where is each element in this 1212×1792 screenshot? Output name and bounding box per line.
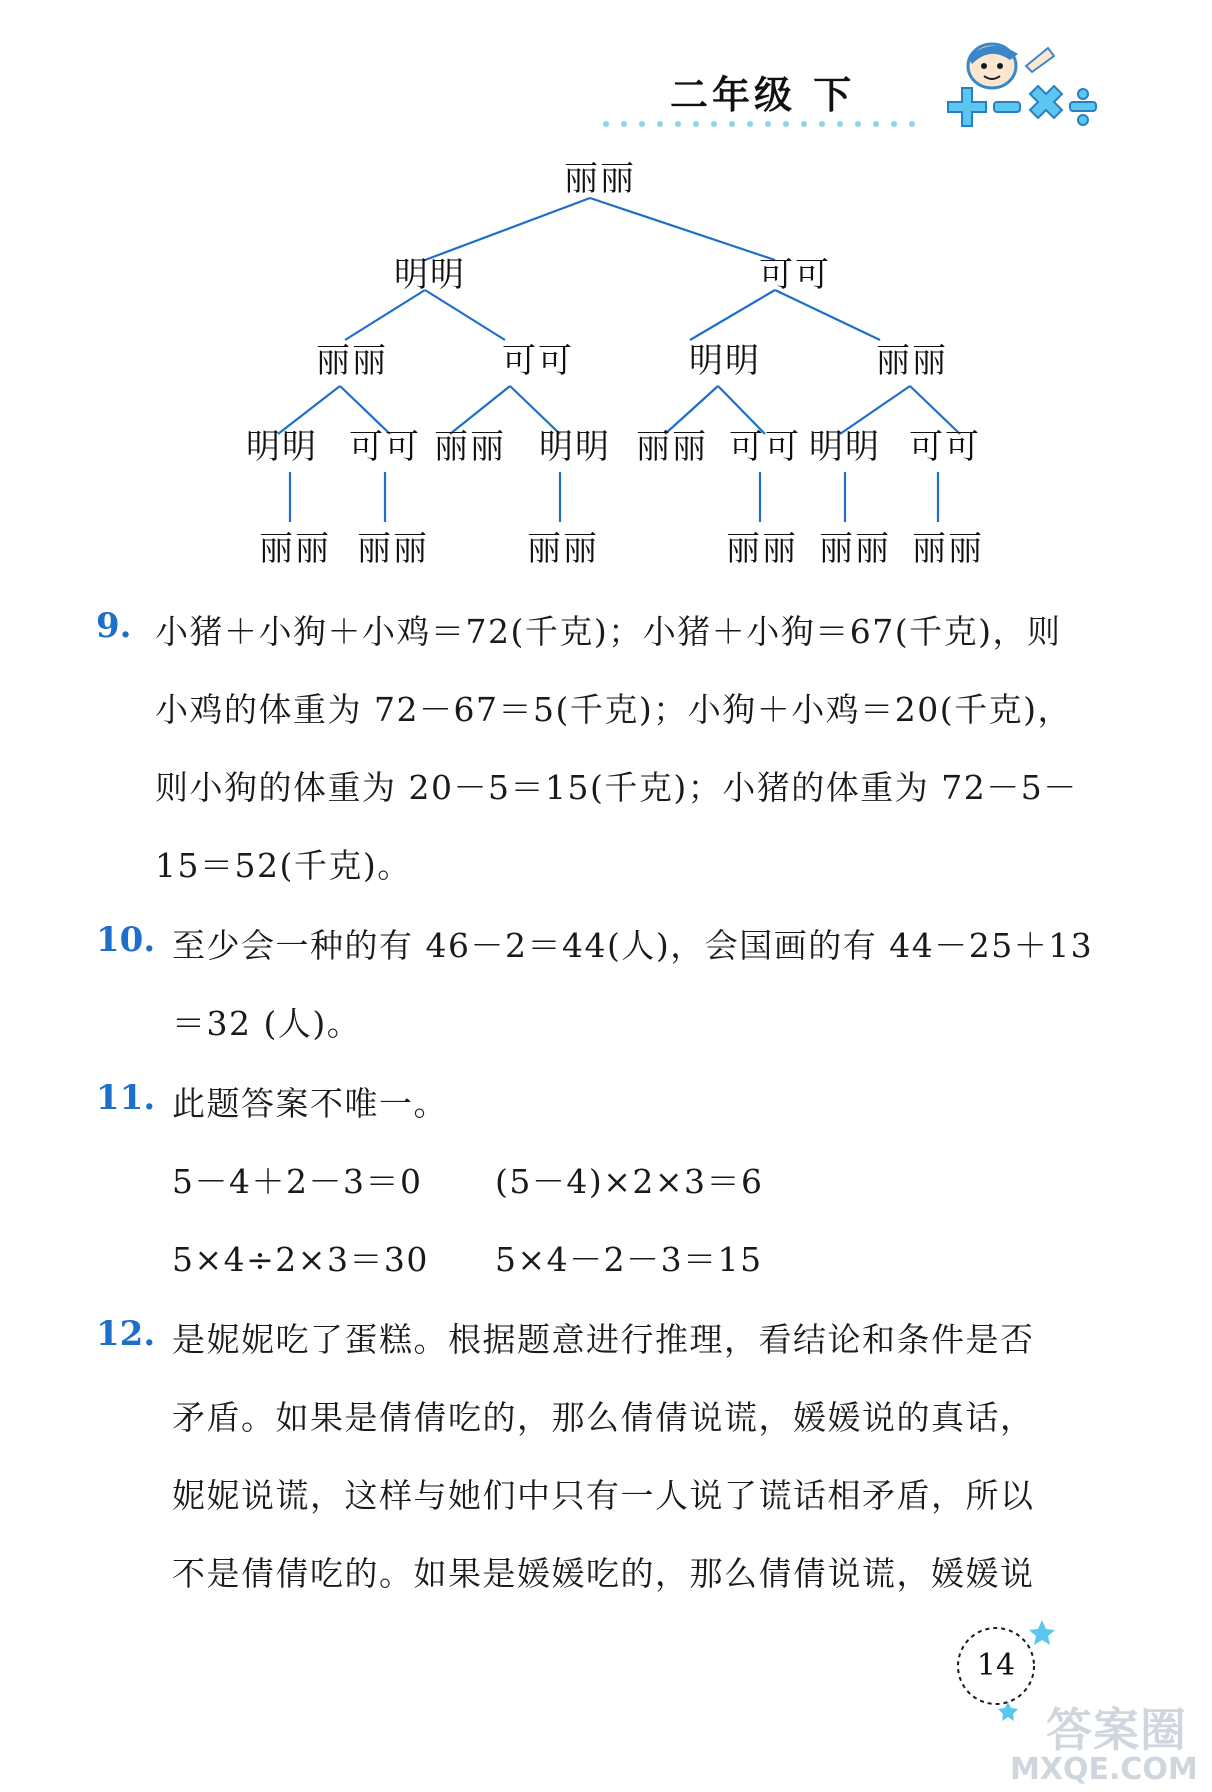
logic-tree-diagram bbox=[0, 150, 1212, 580]
answer-number: 12. bbox=[96, 1314, 156, 1354]
tree-node: 可可 bbox=[729, 427, 801, 467]
tree-node: 丽丽 bbox=[316, 341, 388, 381]
watermark-logo: 答案圈 bbox=[1046, 1703, 1187, 1757]
answer-text-line: 妮妮说谎，这样与她们中只有一人说了谎话相矛盾，所以 bbox=[172, 1476, 1035, 1515]
equation: 5－4＋2－3＝0 bbox=[172, 1162, 423, 1201]
answer-text-line: 小鸡的体重为 72－67＝5(千克)；小狗＋小鸡＝20(千克)， bbox=[155, 690, 1072, 729]
tree-leaf-node: 丽丽 bbox=[726, 529, 798, 569]
answer-text-line: 小猪＋小狗＋小鸡＝72(千克)；小猪＋小狗＝67(千克)，则 bbox=[155, 612, 1062, 651]
tree-leaf-node: 丽丽 bbox=[357, 529, 429, 569]
tree-node: 明明 bbox=[246, 427, 318, 467]
tree-edge bbox=[425, 198, 590, 260]
tree-edge bbox=[590, 198, 775, 260]
tree-edge bbox=[690, 290, 775, 340]
tree-node: 明明 bbox=[689, 341, 761, 381]
answer-text-line: 不是倩倩吃的。如果是媛媛吃的，那么倩倩说谎，媛媛说 bbox=[172, 1554, 1035, 1593]
header-dotted-line bbox=[600, 118, 920, 130]
tree-node: 丽丽 bbox=[876, 341, 948, 381]
answer-text-line: 则小狗的体重为 20－5＝15(千克)；小猪的体重为 72－5－ bbox=[155, 768, 1078, 807]
answer-text-line: 是妮妮吃了蛋糕。根据题意进行推理，看结论和条件是否 bbox=[172, 1320, 1035, 1359]
tree-node: 可可 bbox=[502, 341, 574, 381]
tree-leaf-node: 丽丽 bbox=[259, 529, 331, 569]
math-mascot-icon bbox=[930, 36, 1110, 146]
tree-node: 可可 bbox=[909, 427, 981, 467]
page-number: 14 bbox=[976, 1648, 1016, 1683]
equation: 5×4－2－3＝15 bbox=[495, 1240, 763, 1279]
answer-text-line: 矛盾。如果是倩倩吃的，那么倩倩说谎，媛媛说的真话， bbox=[172, 1398, 1035, 1437]
tree-node: 丽丽 bbox=[434, 427, 506, 467]
tree-node: 可可 bbox=[349, 427, 421, 467]
tree-edge bbox=[425, 290, 505, 340]
watermark-url: MXQE.COM bbox=[1010, 1752, 1198, 1787]
tree-root-node: 丽丽 bbox=[564, 159, 636, 199]
page-header-title: 二年级 下 bbox=[670, 73, 856, 117]
answer-number: 10. bbox=[96, 920, 156, 960]
tree-node: 可可 bbox=[759, 255, 831, 295]
answer-number: 11. bbox=[96, 1078, 156, 1118]
tree-node: 丽丽 bbox=[636, 427, 708, 467]
tree-leaf-node: 丽丽 bbox=[527, 529, 599, 569]
answer-number: 9. bbox=[96, 606, 132, 646]
answer-text-line: 此题答案不唯一。 bbox=[172, 1084, 448, 1123]
answer-text-line: 至少会一种的有 46－2＝44(人)，会国画的有 44－25＋13 bbox=[172, 926, 1094, 965]
tree-edge bbox=[775, 290, 880, 340]
equation: 5×4÷2×3＝30 bbox=[172, 1240, 429, 1279]
tree-node: 明明 bbox=[394, 255, 466, 295]
tree-node: 明明 bbox=[539, 427, 611, 467]
answer-text-line: ＝32 (人)。 bbox=[172, 1004, 362, 1043]
equation: (5－4)×2×3＝6 bbox=[495, 1162, 764, 1201]
tree-edge bbox=[345, 290, 425, 340]
answer-text-line: 15＝52(千克)。 bbox=[155, 846, 412, 885]
tree-leaf-node: 丽丽 bbox=[912, 529, 984, 569]
tree-leaf-node: 丽丽 bbox=[819, 529, 891, 569]
tree-node: 明明 bbox=[809, 427, 881, 467]
